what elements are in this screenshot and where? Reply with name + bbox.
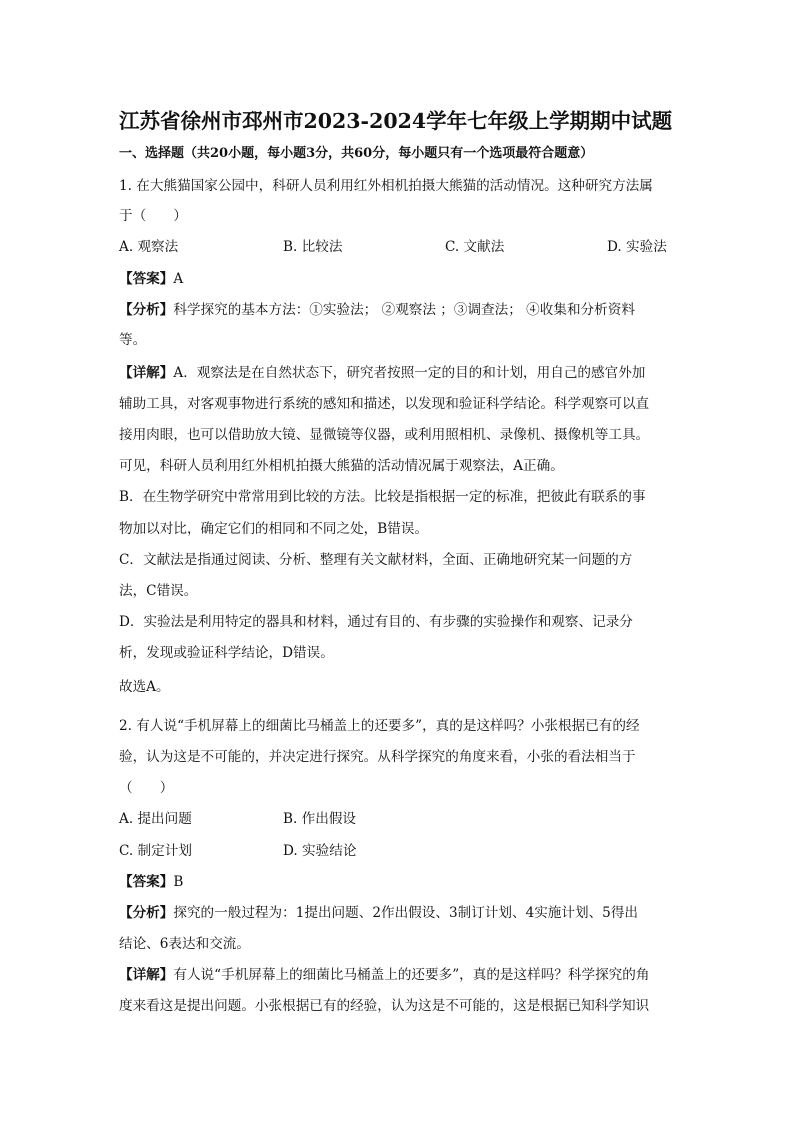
q2-analysis-line-1: [119, 904, 638, 922]
q2-detail-text: 有人说“手机屏幕上的细菌比马桶盖上的还要多”，真的是这样吗？科学探究的角: [173, 967, 650, 983]
q1-analysis-line-2: 等。: [119, 332, 147, 348]
q2-analysis-text: 探究的一般过程为：1提出问题、2作出假设、3制订计划、4实施计划、5得出: [173, 905, 639, 921]
q2-analysis-tag: 【分析】: [119, 905, 174, 921]
q1-option-d: D. 实验法: [607, 239, 667, 255]
q1-answer: A: [173, 271, 184, 287]
q1-detail-line-9: D．实验法是利用特定的器具和材料，通过有目的、有步骤的实验操作和观察、记录分: [119, 614, 633, 630]
q1-stem-line-2: 于（ ）: [119, 208, 187, 224]
q2-detail-tag: 【详解】: [119, 967, 174, 983]
q1-detail-line-10: 析，发现或验证科学结论，D错误。: [119, 645, 334, 661]
q1-analysis-line-1: [119, 301, 635, 319]
q1-stem-line-1: 1. 在大熊猫国家公园中，科研人员利用红外相机拍摄大熊猫的活动情况。这种研究方法属: [119, 178, 653, 194]
q1-analysis-tag: 【分析】: [119, 302, 174, 318]
q1-detail-line-5: B．在生物学研究中常常用到比较的方法。比较是指根据一定的标准，把彼此有联系的事: [119, 489, 646, 505]
q1-detail-line-3: 接用肉眼，也可以借助放大镜、显微镜等仪器，或利用照相机、录像机、摄像机等工具。: [119, 427, 650, 443]
q1-answer-line: [119, 270, 183, 288]
q2-option-a: A. 提出问题: [119, 811, 192, 827]
q1-analysis-text: 科学探究的基本方法：①实验法； ②观察法 ；③调查法； ④收集和分析资料: [173, 302, 635, 318]
q1-answer-tag: 【答案】: [119, 271, 174, 287]
q1-detail-line-4: 可见，科研人员利用红外相机拍摄大熊猫的活动情况属于观察法，A正确。: [119, 458, 564, 474]
q2-detail-line-2: 度来看这是提出问题。小张根据已有的经验，认为这是不可能的，这是根据已知科学知识: [119, 998, 650, 1014]
q2-answer-line: [119, 873, 183, 891]
q2-detail-line-1: [119, 966, 649, 984]
q1-detail-text: A．观察法是在自然状态下，研究者按照一定的目的和计划，用自己的感官外加: [173, 365, 646, 381]
q1-detail-line-6: 物加以对比，确定它们的相同和不同之处，B错误。: [119, 521, 429, 537]
q1-option-a: A. 观察法: [119, 239, 179, 255]
section-header: 一、选择题（共20小题，每小题3分，共60分，每小题只有一个选项最符合题意）: [119, 146, 594, 161]
q2-answer-tag: 【答案】: [119, 874, 174, 890]
q1-conclusion: 故选A。: [119, 679, 170, 695]
q2-stem-line-3: （ ）: [119, 780, 174, 796]
q2-stem-line-2: 验，认为这是不可能的，并决定进行探究。从科学探究的角度来看，小张的看法相当于: [119, 749, 636, 765]
q1-detail-line-2: 辅助工具，对客观事物进行系统的感知和描述，以发现和验证科学结论。科学观察可以直: [119, 396, 650, 412]
page-title: 江苏省徐州市邳州市2023-2024学年七年级上学期期中试题: [119, 109, 673, 133]
q2-answer: B: [173, 874, 184, 890]
q2-option-c: C. 制定计划: [119, 843, 192, 859]
q1-detail-line-7: C．文献法是指通过阅读、分析、整理有关文献材料，全面、正确地研究某一问题的方: [119, 552, 633, 568]
q1-detail-line-1: [119, 364, 645, 382]
q2-option-b: B. 作出假设: [283, 811, 357, 827]
q2-option-d: D. 实验结论: [283, 843, 357, 859]
q2-analysis-line-2: 结论、6表达和交流。: [119, 936, 250, 952]
q1-option-b: B. 比较法: [283, 239, 343, 255]
q1-detail-line-8: 法，C错误。: [119, 583, 198, 599]
q1-option-c: C. 文献法: [445, 239, 505, 255]
q1-detail-tag: 【详解】: [119, 365, 174, 381]
q2-stem-line-1: 2. 有人说“手机屏幕上的细菌比马桶盖上的还要多”，真的是这样吗？小张根据已有的经: [119, 718, 640, 734]
